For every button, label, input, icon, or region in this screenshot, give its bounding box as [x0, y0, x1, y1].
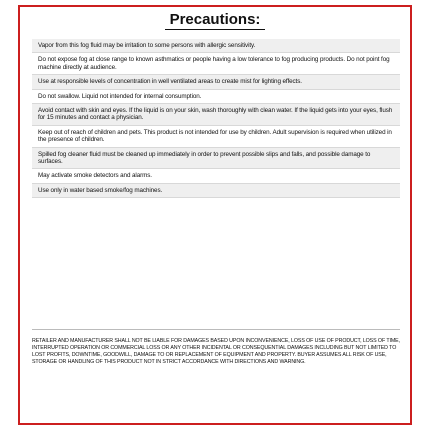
list-item: Use only in water based smoke/fog machines.	[32, 184, 400, 198]
liability-disclaimer: RETAILER AND MANUFACTURER SHALL NOT BE LIABLE FOR DAMAGES BASED UPON INCONVENIENCE, LOSS OF USE OF PRODUCT, LOSS OF TIME, INTERRUPTED OPERATION OR COMMERCIAL LOSS OR ANY OTHER INCIDENTAL OR CONSEQUENTIAL DAMAGES INCLUDING BUT NOT LIMITED TO LOST PROFITS, DOWNTIME, GOODWILL, DAMAGE TO OR REPLACEMENT OF EQUIPMENT AND PROPERTY. BUYER ASSUMES ALL RISK OF USE, STORAGE OR HANDLING OF THIS PRODUCT NOT IN STRICT ACCORDANCE WITH DIRECTIONS AND WARNING.	[32, 329, 400, 366]
list-item: Keep out of reach of children and pets. This product is not intended for use by children. Adult supervision is required when utilized in the presence of children.	[32, 126, 400, 148]
list-item: Use at responsible levels of concentration in well ventilated areas to create mist for lighting effects.	[32, 75, 400, 89]
list-item: Avoid contact with skin and eyes. If the liquid is on your skin, wash thoroughly with clean water. If the liquid gets into your eyes, flush for 15 minutes and contact a physician.	[32, 104, 400, 126]
list-item: Spilled fog cleaner fluid must be cleaned up immediately in order to prevent possible slips and falls, and possible damage to surfaces.	[32, 148, 400, 170]
list-item: May activate smoke detectors and alarms.	[32, 169, 400, 183]
list-item: Do not swallow. Liquid not intended for internal consumption.	[32, 90, 400, 104]
list-item: Vapor from this fog fluid may be irritation to some persons with allergic sensitivity.	[32, 39, 400, 53]
title-underline	[165, 29, 265, 30]
precautions-list	[32, 39, 400, 198]
precautions-panel	[18, 5, 412, 425]
list-item: Do not expose fog at close range to known asthmatics or people having a low tolerance to fog producing products. Do not point fog machine directly at audience.	[32, 53, 400, 75]
page-title: Precautions:	[169, 11, 261, 28]
